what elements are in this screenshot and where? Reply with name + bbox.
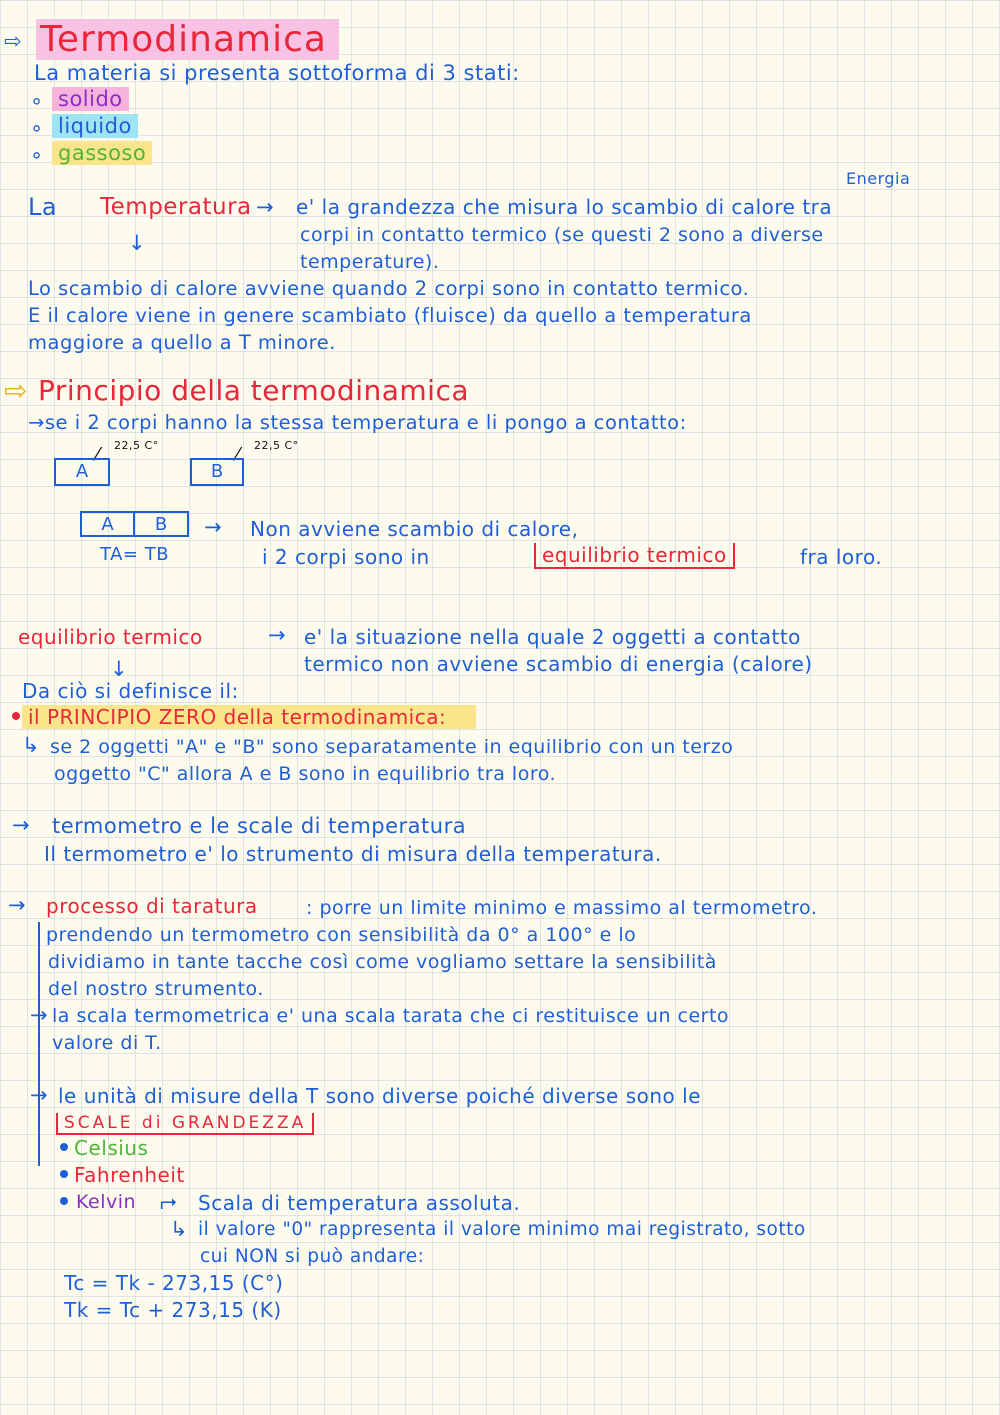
scale-celsius-bullet: [60, 1143, 68, 1151]
box-ab-right: B: [133, 511, 189, 537]
no-exchange-2b-text: equilibrio termico: [534, 543, 735, 569]
state-liquid-text: liquido: [52, 114, 138, 138]
temp-reading-b: 22,5 C°: [254, 439, 299, 452]
state-liquid: [52, 113, 138, 139]
zero-arrow: ↳: [22, 733, 41, 757]
no-exchange-2b: [534, 542, 735, 568]
title-arrow: ⇨: [4, 29, 23, 53]
box-a: A: [54, 458, 110, 486]
kelvin-arrow-1: ⮣: [160, 1189, 178, 1213]
calib-line-2: dividiamo in tante tacche così come vogliamo settare la sensibilità: [48, 951, 717, 973]
principle-line-text: se i 2 corpi hanno la stessa temperatura e li pongo a contatto:: [44, 411, 687, 434]
units-arrow: →: [30, 1083, 49, 1107]
page-title: [36, 20, 339, 60]
principle-title: Principio della termodinamica: [38, 374, 469, 407]
no-exchange-2a: i 2 corpi sono in: [262, 545, 430, 569]
calib-arrow: →: [8, 893, 27, 917]
no-exchange-2c: fra loro.: [800, 545, 883, 569]
state-gas: [52, 140, 152, 166]
scale-line-2: valore di T.: [52, 1032, 162, 1054]
energy-note: Energia: [846, 169, 911, 188]
kelvin-line-3: cui NON si può andare:: [200, 1246, 425, 1267]
temp-arrow: →: [256, 195, 275, 219]
formula-1: Tc = Tk - 273,15 (C°): [64, 1271, 284, 1295]
scale-kelvin-bullet: [60, 1197, 68, 1205]
scale-line-1: la scala termometrica e' una scala tarata che ci restituisce un certo: [52, 1005, 730, 1027]
principle-line: →se i 2 corpi hanno la stessa temperatura e li pongo a contatto:: [28, 411, 687, 434]
zero-def-2: oggetto "C" allora A e B sono in equilibrio tra loro.: [54, 763, 557, 785]
calib-bracket: [38, 922, 40, 1166]
temp-down-arrow: ↓: [128, 231, 147, 255]
temp-label: La: [28, 193, 58, 221]
thermometer-b-icon: ⁄: [236, 444, 240, 465]
exchange-line-1: Lo scambio di calore avviene quando 2 corpi sono in contatto termico.: [28, 277, 750, 300]
zero-def-1: se 2 oggetti "A" e "B" sono separatamente in equilibrio con un terzo: [50, 736, 734, 758]
calib-line-1: prendendo un termometro con sensibilità da 0° a 100° e lo: [46, 924, 637, 946]
bullet-gas-marker: ∘: [30, 143, 44, 167]
no-exchange-arrow: →: [204, 515, 223, 539]
no-exchange-1: Non avviene scambio di calore,: [250, 517, 579, 541]
defines-line: Da ciò si definisce il:: [22, 679, 239, 703]
eq-def-1: e' la situazione nella quale 2 oggetti a contatto: [304, 625, 801, 649]
thermo-arrow: →: [12, 813, 31, 837]
exchange-line-2: E il calore viene in genere scambiato (fluisce) da quello a temperatura: [28, 304, 752, 327]
temp-def-3: temperature).: [300, 251, 440, 273]
units-line-1: le unità di misure della T sono diverse poiché diverse sono le: [58, 1084, 702, 1108]
eq-term: equilibrio termico: [18, 625, 203, 649]
scale-fahrenheit: Fahrenheit: [74, 1163, 185, 1187]
thermo-heading: termometro e le scale di temperatura: [52, 814, 467, 838]
calib-def: : porre un limite minimo e massimo al termometro.: [306, 897, 818, 919]
eq-arrow: →: [268, 623, 287, 647]
scale-fahrenheit-bullet: [60, 1170, 68, 1178]
exchange-line-3: maggiore a quello a T minore.: [28, 331, 336, 354]
page-title-text: Termodinamica: [36, 19, 339, 60]
kelvin-line-2: il valore "0" rappresenta il valore minimo mai registrato, sotto: [198, 1219, 806, 1240]
temp-def-1: e' la grandezza che misura lo scambio di calore tra: [296, 195, 833, 219]
units-line-2: [56, 1110, 314, 1136]
bullet-liquid-marker: ∘: [30, 116, 44, 140]
zero-principle-text: il PRINCIPIO ZERO della termodinamica:: [22, 705, 476, 729]
kelvin-line-1: Scala di temperatura assoluta.: [198, 1191, 521, 1215]
temp-def-2: corpi in contatto termico (se questi 2 sono a diverse: [300, 224, 824, 246]
state-gas-text: gassoso: [52, 141, 152, 165]
principle-arrow: ⇨: [4, 374, 28, 407]
box-ab-left: A: [80, 511, 135, 537]
temp-term: Temperatura: [100, 194, 252, 220]
zero-bullet: [12, 712, 20, 720]
state-solid-text: solido: [52, 87, 129, 111]
calib-term: processo di taratura: [46, 894, 258, 918]
eq-down-arrow: ↓: [110, 657, 129, 681]
formula-2: Tk = Tc + 273,15 (K): [64, 1298, 282, 1322]
thermometer-a-icon: ⁄: [96, 444, 100, 465]
intro-line: La materia si presenta sottoforma di 3 stati:: [34, 61, 520, 85]
scale-celsius: Celsius: [74, 1136, 149, 1160]
units-line-2-text: SCALE di GRANDEZZA: [56, 1113, 314, 1135]
temp-reading-a: 22,5 C°: [114, 439, 159, 452]
bullet-solid-marker: ∘: [30, 89, 44, 113]
eq-def-2: termico non avviene scambio di energia (calore): [304, 652, 813, 676]
state-solid: [52, 86, 129, 112]
scale-arrow: →: [30, 1003, 49, 1027]
ta-tb: TA= TB: [100, 544, 170, 565]
scale-kelvin: Kelvin: [76, 1191, 137, 1213]
calib-line-3: del nostro strumento.: [48, 978, 264, 1000]
zero-principle: [22, 704, 476, 730]
thermo-def: Il termometro e' lo strumento di misura della temperatura.: [44, 842, 662, 866]
kelvin-arrow-2: ↳: [170, 1217, 189, 1241]
box-b: B: [190, 458, 244, 486]
